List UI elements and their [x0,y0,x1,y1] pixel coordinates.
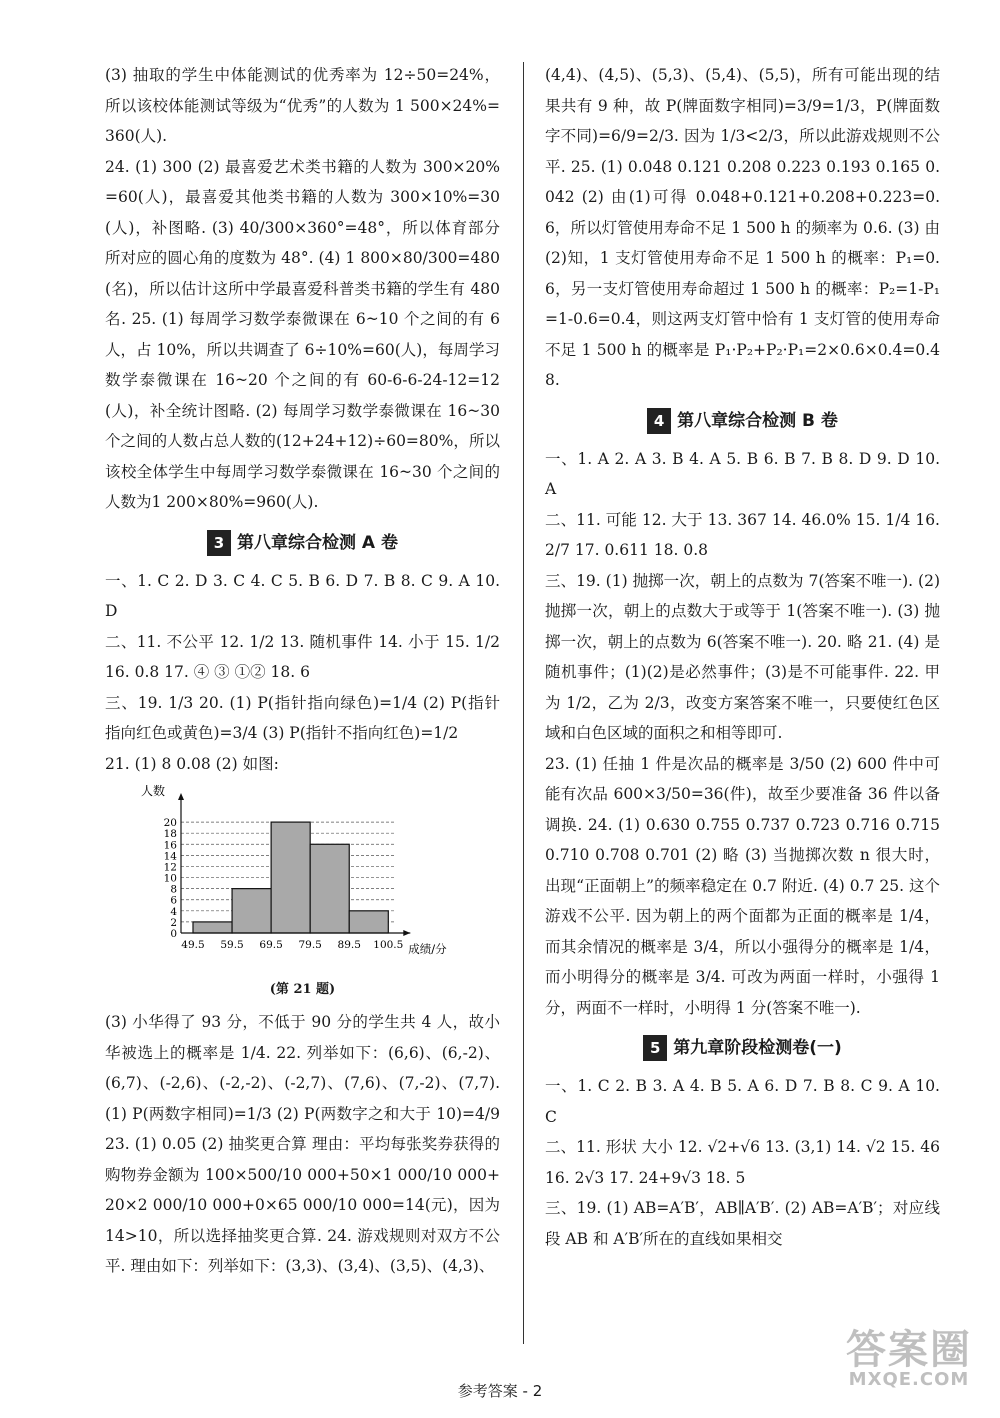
answer-paragraph: 24. (1) 300 (2) 最喜爱艺术类书籍的人数为 300×20%=60(人)，最喜爱其他类书籍的人数为 300×10%=30(人)，补图略. (3) 40/300×360°=48°，所以体育部分所对应的圆心角的度数为 48°. (4) 1 800×80/300=480(名)，所以估计这所中学最喜爱科普类书籍的学生有 480 名. 25. (1) 每周学习数学泰微课在 6~10 个之间的有 6 人，占 10%，所以共调查了 6÷10%=60(人)，每周学习数学泰微课在 16~20 个之间的有 60-6-6-24-12=12(人)，补全统计图略. (2) 每周学习数学泰微课在 16~30 个之间的人数占总人数的(12+24+12)÷60=80%，所以该校全体学生中每周学习数学泰微课在 16~30 个之间的人数为1 200×80%=960(人). [105,157,500,511]
answer-paragraph: (4,4)、(4,5)、(5,3)、(5,4)、(5,5)，所有可能出现的结果共有 9 种，故 P(牌面数字相同)=3/9=1/3，P(牌面数字不同)=6/9=2/3. 因为 1/3<2/3，所以此游戏规则不公平. 25. (1) 0.048 0.121 0.208 0.223 0.193 0.165 0.042 (2) 由(1)可得 0.048+0.121+0.208+0.223=0.6，所以灯管使用寿命不足 1 500 h 的频率为 0.6. (3) 由(2)知，1 支灯管使用寿命不足 1 500 h 的概率：P₁=0.6，另一支灯管使用寿命超过 1 500 h 的概率：P₂=1-P₁=1-0.6=0.4，则这两支灯管中恰有 1 支灯管的使用寿命不足 1 500 h 的概率是 P₁·P₂+P₂·P₁=2×0.6×0.4=0.48. [545,66,940,389]
histogram-bar [271,822,310,933]
answer-paragraph: 23. (1) 任抽 1 件是次品的概率是 3/50 (2) 600 件中可能有次品 600×3/50=36(件)，故至少要准备 36 件以备调换. 24. (1) 0.630 0.755 0.737 0.723 0.716 0.715 0.710 0.708 0.701 (2) 略 (3) 当抛掷次数 n 很大时，出现“正面朝上”的频率稳定在 0.7 附近. (4) 0.7 25. 这个游戏不公平. 因为朝上的两个面都为正面的概率是 1/4，而其余情况的概率是 3/4，所以小强得分的概率是 1/4，而小明得分的概率是 3/4. 可改为两面一样时，小强得 1 分，两面不一样时，小明得 1 分(答案不唯一). [545,754,940,1017]
section-title: 第八章综合检测 A 卷 [237,532,398,553]
histogram-bar [193,922,232,933]
y-tick-label: 20 [163,817,177,830]
watermark-logo: 答案圈 [846,1327,972,1373]
section-heading [105,528,500,558]
x-axis-label: 成绩/分 [408,942,447,956]
x-tick-label: 49.5 [181,939,205,951]
left-column [105,60,500,1282]
y-tick-label: 4 [170,905,177,918]
section-number-badge: 4 [647,408,671,434]
right-column [545,60,940,1254]
y-tick-label: 8 [170,883,177,896]
y-tick-label: 12 [163,861,177,874]
x-tick-label: 59.5 [220,939,244,951]
y-tick-label: 18 [163,828,177,841]
answer-paragraph: (3) 小华得了 93 分，不低于 90 分的学生共 4 人，故小华被选上的概率是 1/4. 22. 列举如下：(6,6)、(6,-2)、(6,7)、(-2,6)、(-2,-2)、(-2,7)、(7,6)、(7,-2)、(7,7). (1) P(两数字相同)=1/3 (2) P(两数字之和大于 10)=4/9 23. (1) 0.05 (2) 抽奖更合算 理由：平均每张奖券获得的购物券金额为 100×500/10 000+50×1 000/10 000+20×2 000/10 000+0×65 000/10 000=14(元)，因为 14>10，所以选择抽奖更合算. 24. 游戏规则对双方不公平. 理由如下：列举如下：(3,3)、(3,4)、(3,5)、(4,3)、 [105,1013,500,1275]
histogram-bar [349,911,388,933]
section-title: 第九章阶段检测卷(一) [673,1038,842,1058]
answer-paragraph: 21. (1) 8 0.08 (2) 如图: [105,754,279,773]
y-tick-label: 10 [163,872,177,885]
x-tick-label: 79.5 [298,939,322,951]
x-axis-arrow [403,930,410,936]
answer-paragraph: 三、19. (1) AB=A′B′，AB∥A′B′. (2) AB=A′B′；对应线段 AB 和 A′B′所在的直线如果相交 [545,1199,940,1248]
watermark [846,1318,972,1390]
answer-paragraph: 一、1. C 2. D 3. C 4. C 5. B 6. D 7. B 8. C 9. A 10. D [105,571,500,620]
histogram-bar [232,889,271,933]
histogram-bar [310,844,349,933]
histogram-svg [123,783,453,968]
y-tick-label: 16 [163,839,177,852]
answer-paragraph: 一、1. A 2. A 3. B 4. A 5. B 6. B 7. B 8. D 9. D 10. A [545,449,940,498]
page-footer: 参考答案 - 2 [457,1382,543,1400]
y-tick-label: 14 [163,850,177,863]
answer-paragraph: 二、11. 不公平 12. 1/2 13. 随机事件 14. 小于 15. 1/2 16. 0.8 17. ④ ③ ①② 18. 6 [105,632,500,681]
y-axis-arrow [178,793,184,800]
section-title: 第八章综合检测 B 卷 [677,410,838,431]
section-heading [545,1033,940,1063]
watermark-url: MXQE.COM [848,1369,970,1390]
y-tick-label: 2 [170,916,177,929]
section-number-badge: 5 [643,1035,667,1061]
histogram-chart [123,783,500,979]
x-tick-label: 89.5 [337,939,361,951]
answer-paragraph: 一、1. C 2. B 3. A 4. B 5. A 6. D 7. B 8. C 9. A 10. C [545,1077,940,1126]
answer-paragraph: 二、11. 可能 12. 大于 13. 367 14. 46.0% 15. 1/4 16. 2/7 17. 0.611 18. 0.8 [545,510,940,559]
answer-paragraph: 二、11. 形状 大小 12. √2+√6 13. (3,1) 14. √2 15. 46 16. 2√3 17. 24+9√3 18. 5 [545,1138,940,1187]
answer-paragraph: (3) 抽取的学生中体能测试的优秀率为 12÷50=24%，所以该校体能测试等级为“优秀”的人数为 1 500×24%=360(人). [105,66,500,145]
section-heading [545,406,940,436]
y-tick-label: 6 [170,894,177,907]
section-number-badge: 3 [207,530,231,556]
answer-paragraph: 三、19. 1/3 20. (1) P(指针指向绿色)=1/4 (2) P(指针指向红色或黄色)=3/4 (3) P(指针不指向红色)=1/2 [105,693,500,742]
column-divider [523,62,524,1344]
y-axis-label: 人数 [141,784,166,798]
y-tick-label: 0 [170,928,177,940]
figure-caption: (第 21 题) [269,981,336,997]
answer-paragraph: 三、19. (1) 抛掷一次，朝上的点数为 7(答案不唯一). (2) 抛掷一次，朝上的点数大于或等于 1(答案不唯一). (3) 抛掷一次，朝上的点数为 6(答案不唯一). 20. 略 21. (4) 是随机事件；(1)(2)是必然事件；(3)是不可能事件. 22. 甲为 1/2，乙为 2/3，改变方案答案不唯一，只要使红色区域和白色区域的面积之和相等即可. [545,571,940,742]
x-tick-label: 69.5 [259,939,283,951]
x-tick-label: 100.5 [373,939,404,951]
